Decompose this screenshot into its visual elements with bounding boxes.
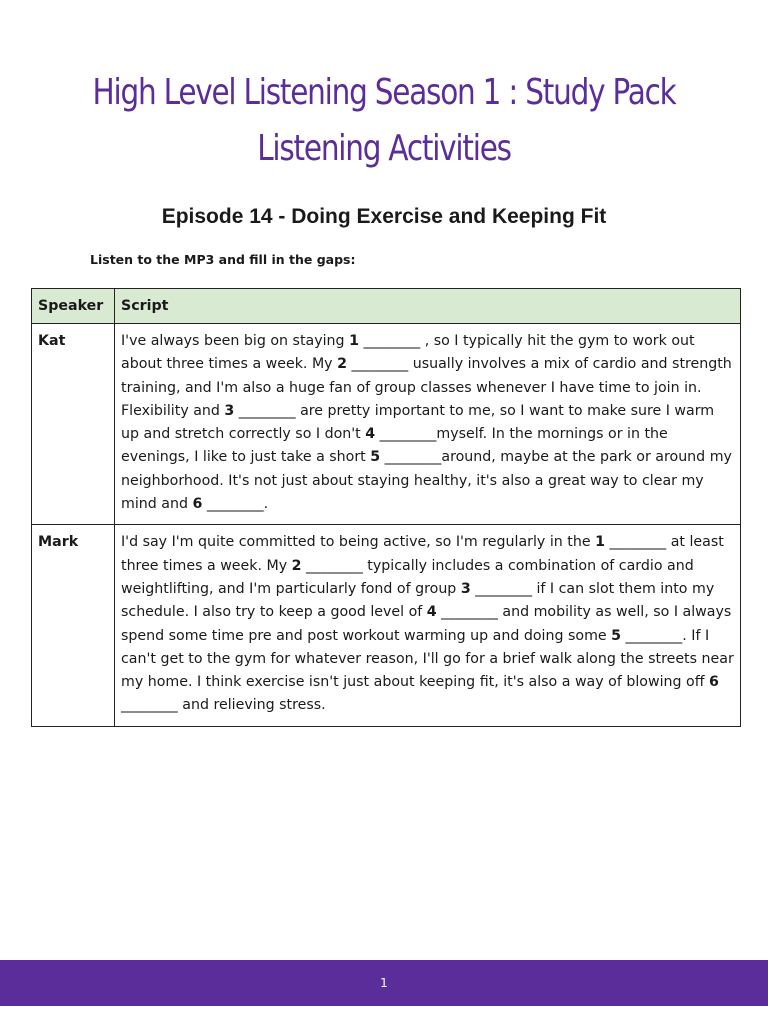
table-row [32,324,741,525]
script-text: I'd say I'm quite committed to being active, so I'm regularly in the [121,534,596,551]
script-text: ________myself. In the mornings or in the evenings, I like to just take a short [121,426,668,466]
gap-number: 6 [708,674,719,691]
gap-number: 1 [595,534,605,551]
gap-number: 5 [611,627,622,644]
script-cell [115,324,741,525]
gap-number: 2 [291,557,302,574]
gap-number: 3 [224,402,235,419]
script-text: ________ are pretty important to me, so I want to make sure I warm up and stretch correctly so I don't [121,402,715,443]
script-text: ________around, maybe at the park or around my neighborhood. It's not just about staying healthy, it's also a great way to clear my mind and [121,449,732,513]
page-title: High Level Listening Season 1 : Study Pack [92,72,676,113]
script-text: ________ usually involves a mix of cardio and strength training, and I'm also a huge fan of group classes whenever I have time to join in. Flexibility and [121,356,732,419]
gap-number: 4 [426,604,437,621]
table-row [32,525,741,726]
script-text: I've always been big on staying [121,333,350,349]
column-header-speaker: Speaker [32,289,115,324]
page-number: 1 [380,976,388,990]
episode-title: Episode 14 - Doing Exercise and Keeping Fit [161,205,607,228]
page-title-line2: Listening Activities [257,128,511,169]
script-text: ________ typically includes a combination of cardio and weightlifting, and I'm particularly fond of group [121,557,694,597]
gap-number: 4 [365,426,376,443]
script-text: ________ , so I typically hit the gym to work out about three times a week. My [121,333,695,373]
speaker-cell: Mark [32,525,115,726]
column-header-script: Script [115,289,741,324]
script-text: ________. [202,496,269,513]
instruction-text: Listen to the MP3 and fill in the gaps: [90,252,356,267]
script-cell [115,525,741,726]
script-text: ________ if I can slot them into my schedule. I also try to keep a good level of [121,580,715,621]
script-text: ________ at least three times a week. My [121,534,724,574]
gap-number: 3 [460,580,471,597]
script-table [31,288,741,727]
gap-number: 6 [192,496,203,513]
gap-number: 5 [370,449,381,466]
gap-number: 2 [337,356,347,373]
page-footer [0,960,768,1006]
speaker-cell: Kat [32,324,115,525]
script-text: ________. If I can't get to the gym for whatever reason, I'll go for a brief walk along the streets near my home. I think exercise isn't just about keeping fit, it's also a way of blowing off [121,627,734,691]
script-text: ________ and mobility as well, so I always spend some time pre and post workout warming up and doing some [121,604,732,644]
table-header-row [32,289,741,324]
gap-number: 1 [349,333,359,349]
script-text: ________ and relieving stress. [121,697,326,714]
